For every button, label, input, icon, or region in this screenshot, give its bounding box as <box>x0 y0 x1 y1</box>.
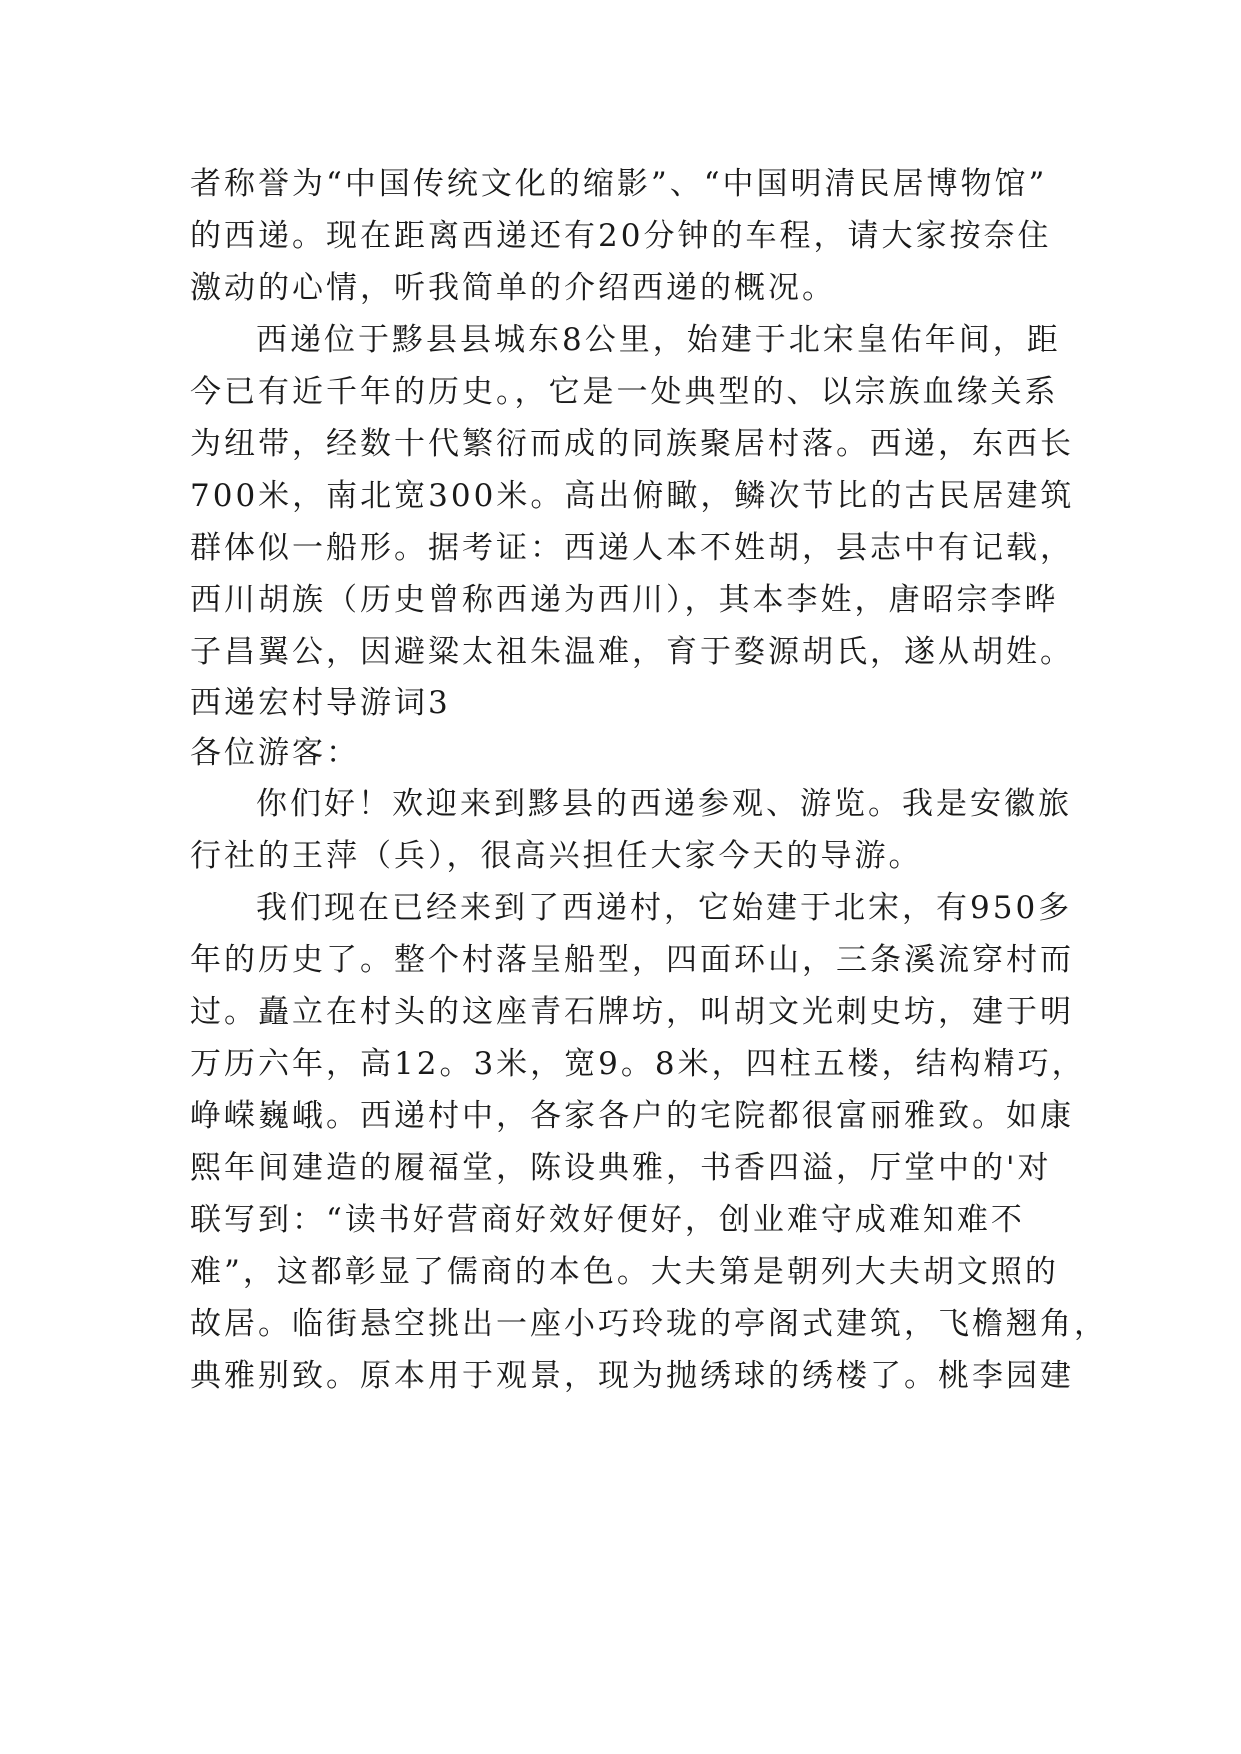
paragraph-line: 700米，南北宽300米。高出俯瞰，鳞次节比的古民居建筑 <box>190 478 1075 514</box>
paragraph-line: 西递位于黟县县城东8公里，始建于北宋皇佑年间，距 <box>256 322 1061 358</box>
paragraph-line: 者称誉为“中国传统文化的缩影”、“中国明清民居博物馆” <box>190 166 1048 202</box>
paragraph-line: 群体似一船形。据考证：西递人本不姓胡，县志中有记载， <box>190 530 1074 566</box>
paragraph-line: 峥嵘巍峨。西递村中，各家各户的宅院都很富丽雅致。如康 <box>190 1098 1074 1134</box>
paragraph-line: 联写到：“读书好营商好效好便好，创业难守成难知难不 <box>190 1202 1025 1238</box>
paragraph-line: 激动的心情，听我简单的介绍西递的概况。 <box>190 270 836 306</box>
paragraph-line: 的西递。现在距离西递还有20分钟的车程，请大家按奈住 <box>190 218 1052 254</box>
salutation: 各位游客： <box>190 735 360 771</box>
paragraph-line: 今已有近千年的历史。，它是一处典型的、以宗族血缘关系 <box>190 374 1059 410</box>
paragraph-line: 典雅别致。原本用于观景，现为抛绣球的绣楼了。桃李园建 <box>190 1358 1074 1394</box>
paragraph-line: 为纽带，经数十代繁衍而成的同族聚居村落。西递，东西长 <box>190 426 1074 462</box>
paragraph-line: 年的历史了。整个村落呈船型，四面环山，三条溪流穿村而 <box>190 942 1074 978</box>
document-body <box>190 158 1108 1402</box>
paragraph-line: 我们现在已经来到了西递村，它始建于北宋，有950多 <box>256 890 1073 926</box>
paragraph-line: 熙年间建造的履福堂，陈设典雅，书香四溢，厅堂中的'对 <box>190 1150 1052 1186</box>
paragraph-line: 行社的王萍（兵），很高兴担任大家今天的导游。 <box>190 838 923 874</box>
paragraph-line: 过。矗立在村头的这座青石牌坊，叫胡文光刺史坊，建于明 <box>190 994 1074 1030</box>
section-heading: 西递宏村导游词3 <box>190 685 451 721</box>
paragraph-line: 你们好！欢迎来到黟县的西递参观、游览。我是安徽旅 <box>256 786 1072 822</box>
paragraph-line: 子昌翼公，因避粱太祖朱温难，育于婺源胡氏，遂从胡姓。 <box>190 634 1074 670</box>
paragraph-line: 故居。临街悬空挑出一座小巧玲珑的亭阁式建筑，飞檐翘角， <box>190 1306 1108 1342</box>
paragraph-line: 难”，这都彰显了儒商的本色。大夫第是朝列大夫胡文照的 <box>190 1254 1059 1290</box>
paragraph-line: 西川胡族（历史曾称西递为西川），其本李姓，唐昭宗李晔 <box>190 582 1059 618</box>
paragraph-line: 万历六年，高12。3米，宽9。8米，四柱五楼，结构精巧， <box>190 1046 1086 1082</box>
